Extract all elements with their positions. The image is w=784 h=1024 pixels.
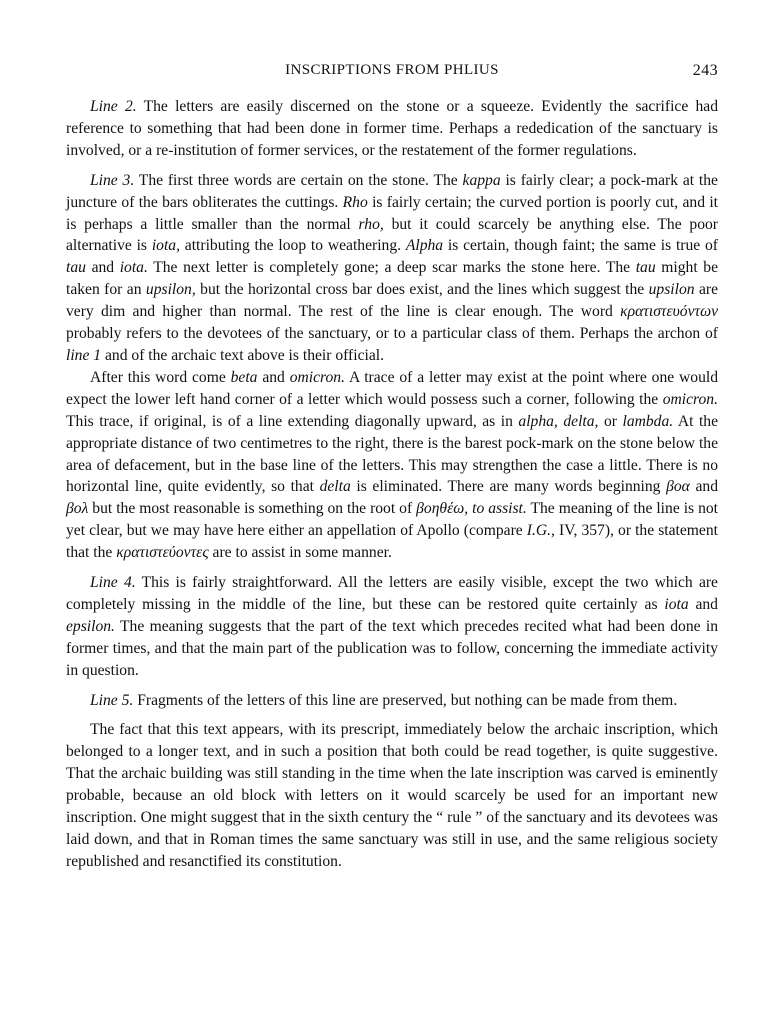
text-run: are to assist in some manner. [208, 544, 392, 562]
text-run: and [257, 368, 290, 386]
italic-run: rho, [358, 215, 384, 233]
italic-run: Alpha [405, 237, 444, 255]
text-run: The meaning of the line is not yet clear, but we may have here either an appellation of Apollo (compare [66, 500, 719, 540]
text-run: A trace of a letter may exist at the point where one would expect the lower left hand corner of a letter which would possess such a corner, following the [66, 368, 718, 408]
text-run: is certain, though faint; the same is true of [443, 237, 718, 255]
italic-run: I.G., [526, 522, 555, 540]
text-run: and of the archaic text above is their official. [101, 346, 384, 364]
italic-run: κρατιστευόντων [620, 303, 718, 321]
italic-run: iota [664, 595, 689, 613]
text-run: and [85, 259, 120, 277]
paragraph-conclusion [66, 719, 718, 872]
italic-run: upsilon, [145, 281, 196, 299]
italic-run: lambda. [622, 412, 674, 430]
italic-run: epsilon. [66, 617, 115, 635]
paragraph-line-5 [66, 690, 718, 712]
text-run: Fragments of the letters of this line are preserved, but nothing can be made from them. [133, 691, 678, 709]
paragraph-beta-omicron [66, 367, 718, 564]
text-run: and [688, 595, 718, 613]
running-title: INSCRIPTIONS FROM PHLIUS [285, 62, 499, 78]
italic-run: tau [66, 259, 86, 277]
italic-run: delta [319, 478, 351, 496]
italic-run: βοα [666, 478, 690, 496]
text-run: The letters are easily discerned on the stone or a squeeze. Evidently the sacrifice had reference to something that had been done in former time. Perhaps a rededication of the sanctuary is involved, or a re-institution of former services, or the restatement of the former regulations. [66, 98, 718, 159]
text-run: might be taken for an [66, 259, 719, 299]
italic-run: Line 2. [90, 98, 137, 115]
italic-run: tau [635, 259, 656, 277]
text-run: but it could scarcely be anything else. The poor alternative is [66, 215, 718, 255]
paragraph-line-3 [66, 170, 718, 367]
text-run: IV, 357), or the statement that the [66, 522, 718, 562]
text-run: After this word come [90, 368, 231, 386]
italic-run: line 1 [66, 346, 102, 364]
text-run: but the most reasonable is something on the root of [88, 500, 417, 518]
text-run: attributing the loop to weathering. [179, 237, 406, 255]
text-run: The fact that this text appears, with its prescript, immediately below the archaic inscription, which belonged to a longer text, and in such a position that both could be read together, is quite suggestive. That the archaic building was still standing in the time when the late inscription was carved is eminently probable, because an old block with letters on it would scarcely be used for an important new inscription. One might suggest that in the sixth century the “ rule ” of the sanctuary and its devotees was laid down, and that in Roman times the same sanctuary was still in use, and the same religious society republished and resanctified its constitution. [66, 721, 718, 870]
text-run: The first three words are certain on the stone. The [134, 171, 463, 189]
italic-run: κρατιστεύοντες [116, 544, 209, 562]
italic-run: Line 4. [90, 574, 136, 592]
italic-run: alpha, delta, [518, 412, 599, 430]
text-run: is eliminated. There are many words beginning [350, 478, 667, 496]
italic-run: βοηθέω, [416, 500, 469, 518]
text-run: The next letter is completely gone; a deep scar marks the stone here. The [147, 259, 636, 277]
paragraph-line-2 [66, 96, 718, 162]
italic-run: kappa [462, 171, 501, 189]
text-run: probably refers to the devotees of the sanctuary, or to a particular class of them. Perhaps the archon of [66, 325, 718, 343]
italic-run: upsilon [648, 281, 695, 299]
text-run: but the horizontal cross bar does exist, and the lines which suggest the [195, 281, 649, 299]
text-run: or [598, 412, 623, 430]
italic-run: omicron. [662, 390, 718, 408]
italic-run: Line 3. [90, 171, 135, 189]
text-run: are very dim and higher than normal. The rest of the line is clear enough. The word [66, 281, 718, 321]
text-run: This is fairly straightforward. All the letters are easily visible, except the two which are completely missing in the middle of the line, but these can be restored quite certainly as [66, 574, 718, 613]
text-run: This trace, if original, is of a line extending diagonally upward, as in [66, 412, 519, 430]
text-run: is fairly clear; a pock-mark at the juncture of the bars obliterates the cuttings. [66, 171, 718, 211]
italic-run: iota, [151, 237, 180, 255]
italic-run: βολ [66, 500, 89, 518]
italic-run: omicron. [289, 368, 345, 386]
italic-run: Rho [342, 193, 368, 211]
paragraph-line-4 [66, 572, 718, 682]
text-run: and [689, 478, 718, 496]
italic-run: beta [230, 368, 258, 386]
text-run: is fairly certain; the curved portion is poorly cut, and it is perhaps a little smaller than the normal [66, 193, 718, 233]
italic-run: Line 5. [90, 691, 134, 709]
text-run: The meaning suggests that the part of the text which precedes recited what had been done in former times, and that the main part of the publication was to follow, concerning the immediate activity in question. [66, 617, 718, 679]
italic-run: to assist. [472, 500, 527, 518]
italic-run: iota. [119, 259, 148, 277]
text-run: At the appropriate distance of two centimetres to the right, there is the barest pock-mark on the stone below the area of defacement, but in the base line of the letters. This may strengthen the case a little. There is no horizontal line, quite evidently, so that [66, 412, 718, 496]
page-number: 243 [692, 62, 718, 79]
body-text [66, 96, 718, 873]
running-head [66, 62, 718, 86]
